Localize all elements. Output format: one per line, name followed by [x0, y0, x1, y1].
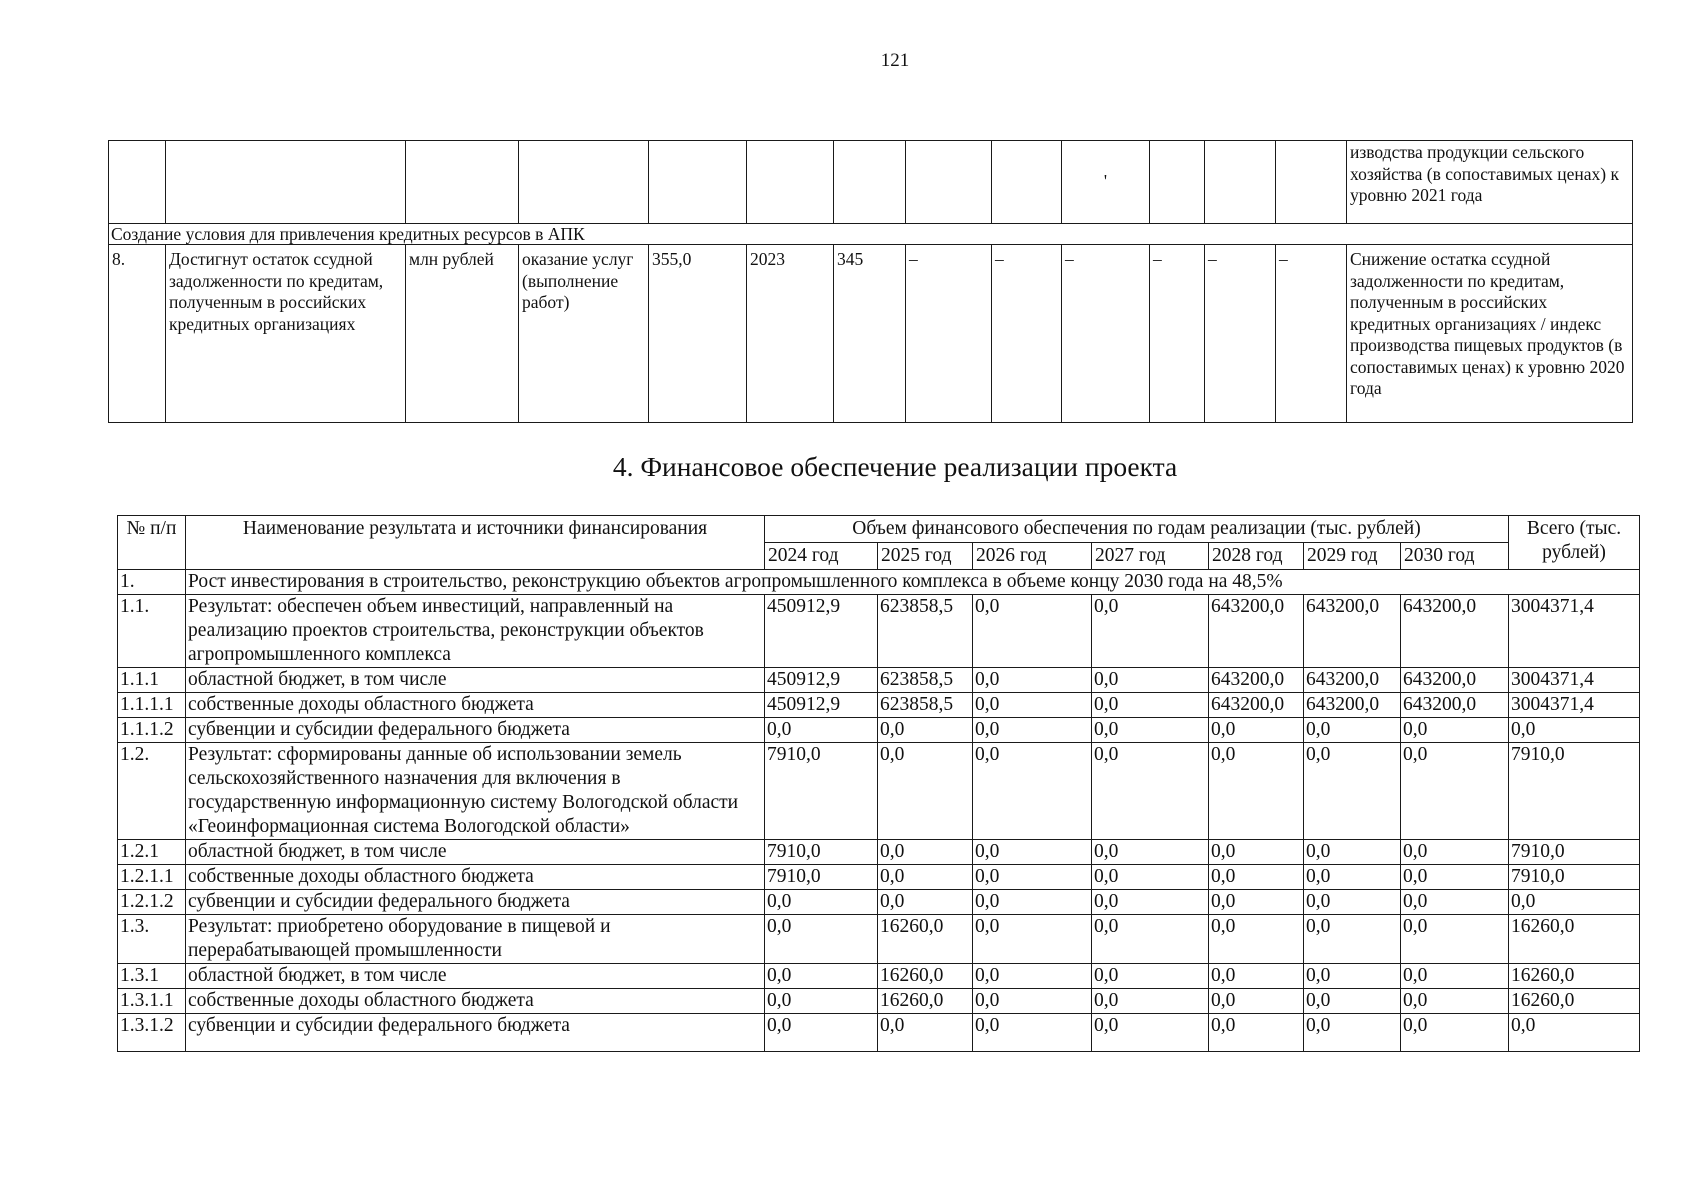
year-value: 0,0	[973, 595, 1092, 668]
row-total: 16260,0	[1509, 964, 1640, 989]
table-row	[118, 890, 1640, 915]
year-value: 0,0	[973, 718, 1092, 743]
row-name: областной бюджет, в том числе	[186, 964, 765, 989]
header-volume: Объем финансового обеспечения по годам реализации (тыс. рублей)	[765, 516, 1509, 543]
row-number: 1.2.1.2	[118, 890, 186, 915]
year-value: 643200,0	[1209, 668, 1304, 693]
year-value: 0,0	[1401, 743, 1509, 840]
value-2030: –	[1276, 245, 1347, 423]
year-value: 643200,0	[1209, 693, 1304, 718]
carry-over-row	[109, 141, 1633, 224]
carry-over-indicator: изводства продукции сельского хозяйства (в сопоставимых ценах) к уровню 2021 года	[1347, 141, 1633, 224]
year-value: 643200,0	[1304, 693, 1401, 718]
row-name: областной бюджет, в том числе	[186, 840, 765, 865]
year-value: 0,0	[1209, 718, 1304, 743]
year-value: 450912,9	[765, 668, 878, 693]
row-number: 1.2.1.1	[118, 865, 186, 890]
year-value: 16260,0	[878, 989, 973, 1014]
row-number: 1.2.	[118, 743, 186, 840]
row-total: 7910,0	[1509, 743, 1640, 840]
year-value: 0,0	[1209, 890, 1304, 915]
year-value: 0,0	[1209, 1014, 1304, 1052]
year-value: 0,0	[878, 743, 973, 840]
year-value: 0,0	[1209, 865, 1304, 890]
year-value: 0,0	[765, 890, 878, 915]
year-value: 0,0	[1304, 915, 1401, 964]
stray-mark: '	[1062, 141, 1150, 224]
year-value: 0,0	[973, 743, 1092, 840]
row-number: 1.1.	[118, 595, 186, 668]
year-value: 0,0	[1092, 595, 1209, 668]
header-year: 2024 год	[765, 543, 878, 570]
year-value: 643200,0	[1401, 693, 1509, 718]
year-value: 16260,0	[878, 915, 973, 964]
row-name: собственные доходы областного бюджета	[186, 865, 765, 890]
year-value: 0,0	[1092, 1014, 1209, 1052]
year-value: 0,0	[878, 840, 973, 865]
row-number: 1.2.1	[118, 840, 186, 865]
year-value: 0,0	[973, 865, 1092, 890]
table-row	[118, 865, 1640, 890]
table-row	[118, 964, 1640, 989]
row-name: субвенции и субсидии федерального бюджета	[186, 1014, 765, 1052]
year-value: 7910,0	[765, 840, 878, 865]
year-value: 0,0	[1092, 865, 1209, 890]
year-value: 0,0	[1401, 718, 1509, 743]
year-value: 0,0	[765, 989, 878, 1014]
year-value: 0,0	[973, 1014, 1092, 1052]
goal-row	[118, 570, 1640, 595]
year-value: 7910,0	[765, 865, 878, 890]
row-name: субвенции и субсидии федерального бюджета	[186, 890, 765, 915]
row-name: Результат: обеспечен объем инвестиций, направленный на реализацию проектов строительства, реконструкции объектов агропромышленного комплекса	[186, 595, 765, 668]
year-value: 0,0	[1401, 1014, 1509, 1052]
year-value: 450912,9	[765, 693, 878, 718]
row-number: 1.3.1.1	[118, 989, 186, 1014]
year-value: 0,0	[1401, 989, 1509, 1014]
year-value: 0,0	[765, 718, 878, 743]
year-value: 0,0	[973, 890, 1092, 915]
year-value: 0,0	[1209, 989, 1304, 1014]
section-heading-row	[109, 224, 1633, 245]
row-total: 0,0	[1509, 718, 1640, 743]
year-value: 623858,5	[878, 595, 973, 668]
year-value: 0,0	[1304, 890, 1401, 915]
value-2025: –	[906, 245, 992, 423]
year-value: 0,0	[1092, 693, 1209, 718]
row-total: 7910,0	[1509, 865, 1640, 890]
year-value: 16260,0	[878, 964, 973, 989]
year-value: 0,0	[1401, 964, 1509, 989]
header-row-1	[118, 516, 1640, 543]
table-row	[118, 915, 1640, 964]
year-value: 643200,0	[1401, 595, 1509, 668]
row-number: 1.1.1.1	[118, 693, 186, 718]
row-number: 1.3.	[118, 915, 186, 964]
year-value: 643200,0	[1304, 668, 1401, 693]
year-value: 0,0	[1401, 840, 1509, 865]
row-number: 1.3.1.2	[118, 1014, 186, 1052]
year-value: 0,0	[765, 964, 878, 989]
year-value: 0,0	[878, 865, 973, 890]
row-total: 7910,0	[1509, 840, 1640, 865]
year-value: 0,0	[1092, 915, 1209, 964]
year-value: 7910,0	[765, 743, 878, 840]
year-value: 0,0	[973, 840, 1092, 865]
row-name: собственные доходы областного бюджета	[186, 989, 765, 1014]
table-row	[118, 718, 1640, 743]
year-value: 0,0	[973, 693, 1092, 718]
page-number: 121	[880, 50, 910, 71]
year-value: 0,0	[1092, 840, 1209, 865]
table-row	[118, 989, 1640, 1014]
year-value: 0,0	[1092, 668, 1209, 693]
row-number: 1.3.1	[118, 964, 186, 989]
year-value: 643200,0	[1304, 595, 1401, 668]
section-heading: Создание условия для привлечения кредитных ресурсов в АПК	[109, 224, 1633, 245]
year-value: 0,0	[1209, 964, 1304, 989]
table-row	[118, 595, 1640, 668]
value-2028: –	[1150, 245, 1205, 423]
table-row	[118, 743, 1640, 840]
year-value: 0,0	[765, 915, 878, 964]
header-year: 2025 год	[878, 543, 973, 570]
section-title: 4. Финансовое обеспечение реализации проекта	[612, 451, 1178, 482]
year-value: 450912,9	[765, 595, 878, 668]
row-number: 1.1.1.2	[118, 718, 186, 743]
row-total: 0,0	[1509, 1014, 1640, 1052]
year-value: 0,0	[1092, 964, 1209, 989]
year-value: 0,0	[973, 964, 1092, 989]
year-value: 0,0	[1092, 989, 1209, 1014]
row-total: 3004371,4	[1509, 595, 1640, 668]
year-value: 0,0	[973, 989, 1092, 1014]
year-value: 0,0	[1304, 865, 1401, 890]
row-name: собственные доходы областного бюджета	[186, 693, 765, 718]
year-value: 0,0	[1209, 743, 1304, 840]
header-year: 2026 год	[973, 543, 1092, 570]
goal-text: Рост инвестирования в строительство, реконструкцию объектов агропромышленного комплекса в объеме концу 2030 года на 48,5%	[186, 570, 1640, 595]
result-name: Достигнут остаток ссудной задолженности по кредитам, полученным в российских кредитных организациях	[166, 245, 406, 423]
result-row-8	[109, 245, 1633, 423]
year-value: 0,0	[1304, 718, 1401, 743]
row-name: Результат: сформированы данные об использовании земель сельскохозяйственного назначения для включения в государственную информационную систему Вологодской области «Геоинформационная система Вологодской области»	[186, 743, 765, 840]
year-value: 0,0	[765, 1014, 878, 1052]
year-value: 0,0	[1209, 915, 1304, 964]
goal-num: 1.	[118, 570, 186, 595]
year-value: 0,0	[1401, 890, 1509, 915]
header-name: Наименование результата и источники финансирования	[186, 516, 765, 570]
header-total: Всего (тыс. рублей)	[1509, 516, 1640, 570]
row-number: 8.	[109, 245, 166, 423]
year-value: 0,0	[878, 718, 973, 743]
year-value: 0,0	[1401, 915, 1509, 964]
year-value: 0,0	[973, 668, 1092, 693]
header-num: № п/п	[118, 516, 186, 570]
header-year: 2030 год	[1401, 543, 1509, 570]
row-total: 3004371,4	[1509, 668, 1640, 693]
year-value: 0,0	[973, 915, 1092, 964]
row-name: субвенции и субсидии федерального бюджета	[186, 718, 765, 743]
row-total: 0,0	[1509, 890, 1640, 915]
year-value: 0,0	[878, 890, 973, 915]
row-total: 16260,0	[1509, 915, 1640, 964]
indicator-text: Снижение остатка ссудной задолженности по кредитам, полученным в российских кредитных организациях / индекс производства пищевых продуктов (в сопоставимых ценах) к уровню 2020 года	[1347, 245, 1633, 423]
table-row	[118, 693, 1640, 718]
results-table-continuation	[108, 140, 1633, 423]
row-total: 16260,0	[1509, 989, 1640, 1014]
year-value: 0,0	[1304, 989, 1401, 1014]
value-2026: –	[992, 245, 1062, 423]
value-2029: –	[1205, 245, 1276, 423]
table-row	[118, 1014, 1640, 1052]
year-value: 643200,0	[1401, 668, 1509, 693]
year-value: 623858,5	[878, 693, 973, 718]
result-type: оказание услуг (выполнение работ)	[519, 245, 649, 423]
year-value: 0,0	[1304, 840, 1401, 865]
year-value: 0,0	[1092, 743, 1209, 840]
table-row	[118, 668, 1640, 693]
year-value: 0,0	[1092, 718, 1209, 743]
value-2024: 345	[834, 245, 906, 423]
finance-table	[117, 515, 1640, 1052]
row-total: 3004371,4	[1509, 693, 1640, 718]
year-value: 0,0	[1209, 840, 1304, 865]
value-2027: –	[1062, 245, 1150, 423]
base-value: 355,0	[649, 245, 747, 423]
year-value: 0,0	[1304, 964, 1401, 989]
year-value: 0,0	[1304, 743, 1401, 840]
year-value: 0,0	[1092, 890, 1209, 915]
year-value: 0,0	[1401, 865, 1509, 890]
row-number: 1.1.1	[118, 668, 186, 693]
row-name: Результат: приобретено оборудование в пищевой и перерабатывающей промышленности	[186, 915, 765, 964]
base-year: 2023	[747, 245, 834, 423]
header-year: 2027 год	[1092, 543, 1209, 570]
header-year: 2029 год	[1304, 543, 1401, 570]
year-value: 0,0	[1304, 1014, 1401, 1052]
unit: млн рублей	[406, 245, 519, 423]
row-name: областной бюджет, в том числе	[186, 668, 765, 693]
header-year: 2028 год	[1209, 543, 1304, 570]
year-value: 643200,0	[1209, 595, 1304, 668]
table-row	[118, 840, 1640, 865]
year-value: 623858,5	[878, 668, 973, 693]
year-value: 0,0	[878, 1014, 973, 1052]
